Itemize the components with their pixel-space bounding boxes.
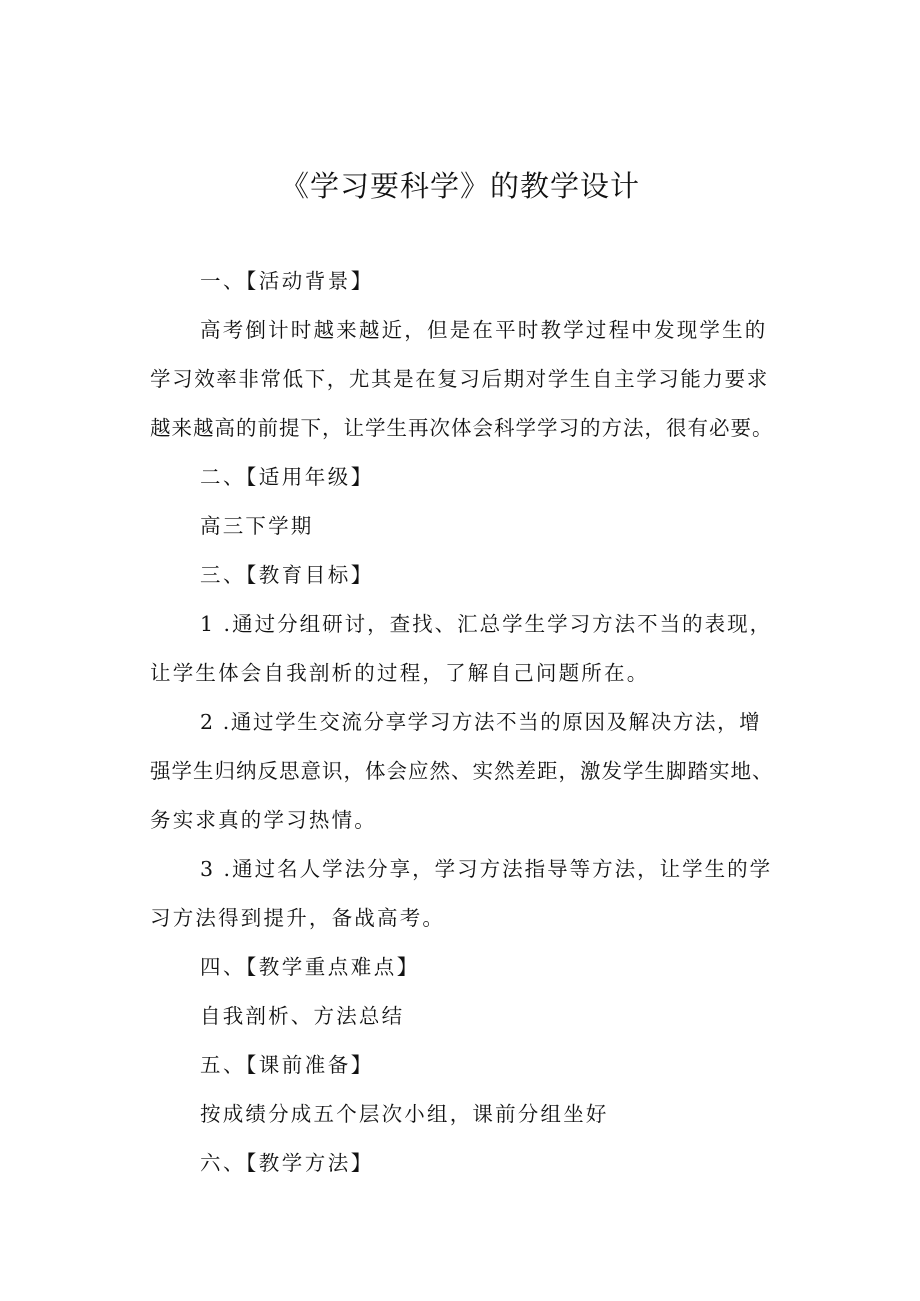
paragraph-line: 2 .通过学生交流分享学习方法不当的原因及解决方法，增 — [200, 710, 762, 734]
paragraph-line: 强学生归纳反思意识，体会应然、实然差距，激发学生脚踏实地、 — [150, 759, 774, 783]
section-heading-teaching-methods: 六、【教学方法】 — [200, 1151, 374, 1175]
section-heading-preparation: 五、【课前准备】 — [200, 1053, 374, 1077]
paragraph-line: 自我剖析、方法总结 — [200, 1004, 405, 1028]
paragraph-line: 越来越高的前提下，让学生再次体会科学学习的方法，很有必要。 — [150, 416, 774, 440]
paragraph-line: 高三下学期 — [200, 514, 314, 538]
document-title: 《学习要科学》的教学设计 — [279, 169, 640, 203]
section-heading-activity-background: 一、【活动背景】 — [200, 269, 374, 293]
section-heading-applicable-grade: 二、【适用年级】 — [200, 465, 374, 489]
paragraph-line: 务实求真的学习热情。 — [150, 808, 377, 832]
paragraph-line: 让学生体会自我剖析的过程，了解自己问题所在。 — [150, 661, 650, 685]
paragraph-line: 1 .通过分组研讨，查找、汇总学生学习方法不当的表现， — [200, 612, 773, 636]
paragraph-line: 习方法得到提升，备战高考。 — [150, 906, 446, 930]
paragraph-line: 按成绩分成五个层次小组，课前分组坐好 — [200, 1102, 609, 1126]
paragraph-line: 高考倒计时越来越近，但是在平时教学过程中发现学生的 — [200, 318, 768, 342]
section-heading-education-goals: 三、【教育目标】 — [200, 563, 374, 587]
section-heading-key-difficult-points: 四、【教学重点难点】 — [200, 955, 420, 979]
paragraph-line: 3 .通过名人学法分享，学习方法指导等方法，让学生的学 — [200, 857, 773, 881]
paragraph-line: 学习效率非常低下，尤其是在复习后期对学生自主学习能力要求 — [150, 367, 769, 391]
